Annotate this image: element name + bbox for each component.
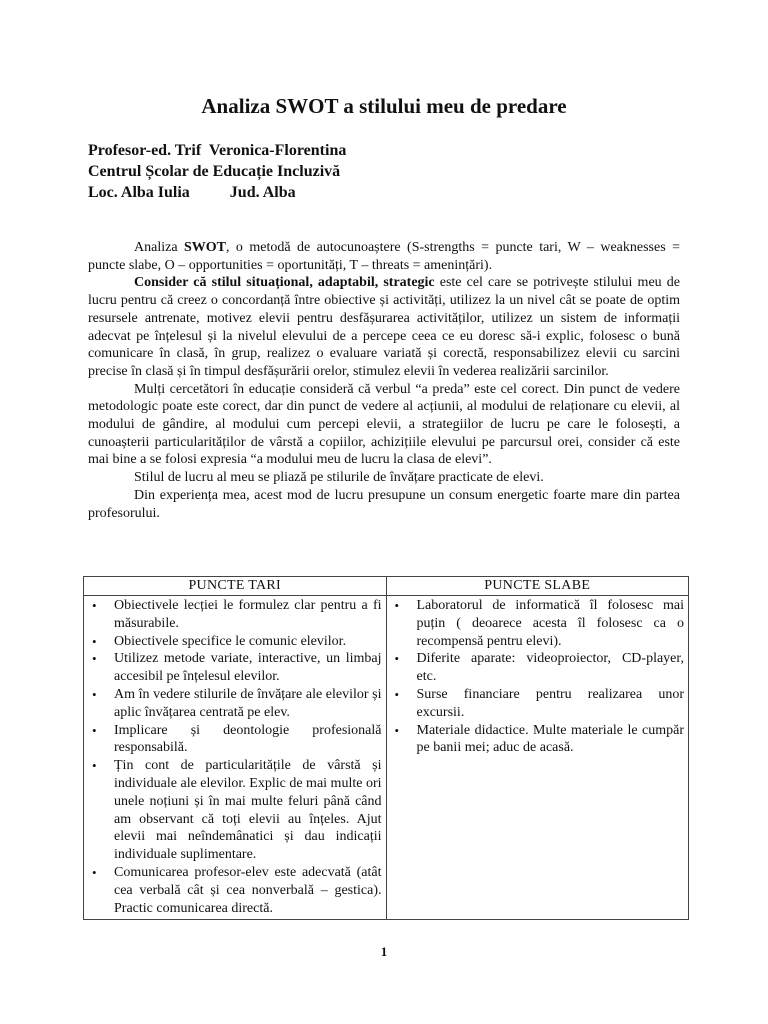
bullet-icon: •: [394, 686, 400, 702]
bullet-icon: •: [92, 598, 97, 613]
list-item-text: Utilizez metode variate, interactive, un limbaj accesibil pe înțelesul elevilor.: [114, 651, 382, 685]
list-item: [391, 650, 685, 686]
list-item: [88, 757, 382, 864]
page-number: 1: [380, 944, 388, 959]
weaknesses-list: [391, 597, 685, 757]
paragraph: [88, 274, 680, 380]
header-strengths: PUNCTE TARI: [84, 577, 387, 596]
list-item-text: Diferite aparate: videoproiector, CD-player, etc.: [416, 651, 684, 685]
list-item: [391, 686, 685, 722]
list-item-text: Comunicarea profesor-elev este adecvată (atât cea verbală cât și cea nonverbală – gestica). Practic comunicarea directă.: [114, 864, 382, 916]
weaknesses-cell: [386, 596, 689, 920]
body-text: [88, 239, 680, 522]
list-item-text: Materiale didactice. Multe materiale le cumpăr pe banii mei; aduc de acasă.: [416, 722, 684, 756]
swot-table: [83, 576, 689, 920]
list-item: [88, 864, 382, 917]
bullet-icon: •: [92, 633, 97, 649]
paragraph-text: este cel care se potrivește stilului meu de lucru pentru că creez o concordanță între obiective și activități, utilizez la un nivel cât se poate de optim resursele antrenate, motivez elevii pentru desfășurarea activităților, utilizez un sistem de informații adecvat pe înțelesul și la nivelul elevului de a percepe ceea ce eu doresc să-i explic, folosesc o bună comunicare în clasă, în grup, realizez o evaluare variată și corectă, responsabilizez elevii cu sarcini precise în clasă și în timpul desfășurării orelor, stimulez elevii în vederea realizării sarcinilor.: [88, 275, 680, 379]
list-item: [391, 722, 685, 758]
paragraph-bold-text: Consider că stilul situațional, adaptabil, strategic: [134, 275, 435, 291]
list-item-text: Obiectivele lecției le formulez clar pentru a fi măsurabile.: [114, 598, 382, 631]
paragraph: [88, 487, 680, 522]
author-name: Profesor-ed. Trif Veronica-Florentina: [88, 142, 347, 159]
paragraph: [88, 239, 680, 274]
bullet-icon: •: [394, 651, 400, 667]
list-item: [391, 597, 685, 650]
paragraph-text: Stilul de lucru al meu se pliază pe stilurile de învățare practicate de elevi.: [134, 470, 544, 486]
list-item-text: Am în vedere stilurile de învățare ale elevilor și aplic învățarea centrată pe elev.: [114, 686, 382, 720]
table-header-row: [84, 577, 689, 596]
paragraph-text: Mulți cercetători în educație consideră că verbul “a preda” este cel corect. Din punct de vedere metodologic poate este corect, dar din punct de vedere al acțiunii, al modului de relaționare cu elevii, al modului de gândire, al modului cum percepi elevii, a strategiilor de lucru pe care le folosești, a cunoașterii particularităților de vârstă a copiilor, achizițiile elevului pe parcursul orei, consider că este mai bine a se folosi expresia “a modului meu de lucru la clasa de elevi”.: [88, 381, 680, 468]
bullet-icon: •: [394, 598, 400, 613]
strengths-cell: [84, 596, 387, 920]
paragraph-bold-text: SWOT: [183, 240, 226, 255]
list-item-text: Obiectivele specifice le comunic elevilor.: [114, 633, 347, 649]
list-item: [88, 686, 382, 722]
paragraph-text: Analiza: [134, 240, 184, 255]
document-title: Analiza SWOT a stilului meu de predare: [201, 94, 567, 118]
bullet-icon: •: [92, 722, 97, 738]
paragraph-text: Din experiența mea, acest mod de lucru presupune un consum energetic foarte mare din partea profesorului.: [88, 487, 680, 521]
list-item-text: Surse financiare pentru realizarea unor excursii.: [416, 686, 684, 720]
list-item: [88, 633, 382, 651]
list-item-text: Țin cont de particularitățile de vârstă și individuale ale elevilor. Explic de mai multe ori unele noțiuni și în mai multe feluri până când am observant că toți elevii au înțeles. Ajut elevii mai neîndemânatici și dau indicații individuale suplimentare.: [114, 758, 382, 863]
paragraph: [88, 381, 680, 470]
list-item: [88, 597, 382, 633]
bullet-icon: •: [92, 864, 97, 880]
bullet-icon: •: [92, 686, 97, 702]
bullet-icon: •: [394, 722, 400, 738]
author-institution: Centrul Școlar de Educație Incluzivă: [88, 163, 341, 180]
header-weaknesses: PUNCTE SLABE: [386, 577, 689, 596]
paragraph: [88, 469, 680, 487]
document-page: [88, 92, 680, 522]
list-item: [88, 722, 382, 758]
table-row: [84, 596, 689, 920]
author-location: Loc. Alba Iulia Jud. Alba: [88, 184, 296, 201]
list-item-text: Laboratorul de informatică îl folosesc mai puțin ( deoarece acesta îl folosesc ca o recompensă pentru elevi).: [416, 598, 684, 649]
bullet-icon: •: [92, 651, 97, 667]
list-item-text: Implicare și deontologie profesională responsabilă.: [114, 722, 382, 756]
bullet-icon: •: [92, 758, 97, 774]
paragraph-text: , o metodă de autocunoaștere (S-strengths = puncte tari, W – weaknesses = puncte slabe, O – opportunities = oportunități, T – threats = amenințări).: [88, 240, 681, 273]
strengths-list: [88, 597, 382, 917]
list-item: [88, 650, 382, 686]
